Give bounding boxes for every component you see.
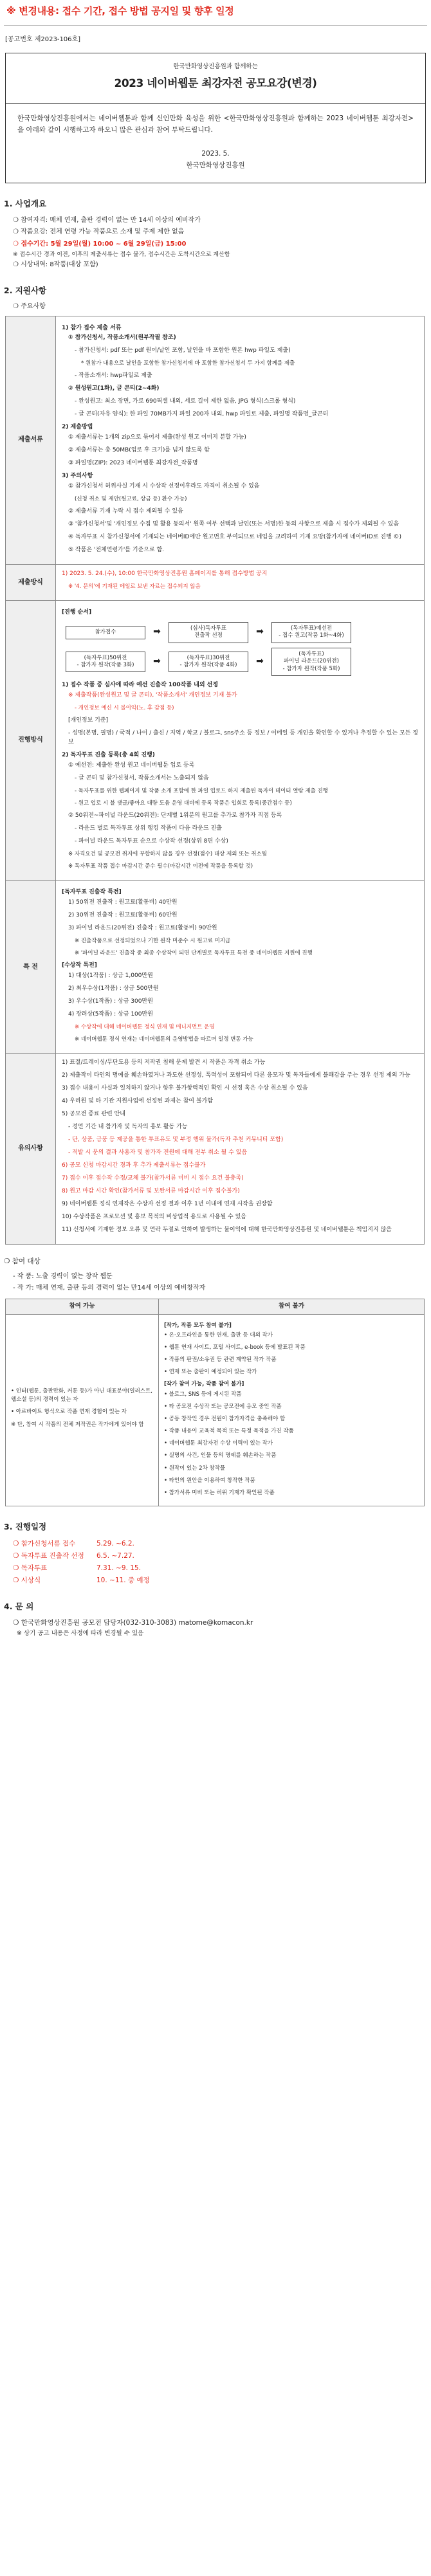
title-box — [5, 53, 426, 104]
intro-date: 2023. 5. — [201, 149, 230, 158]
flow-step: (심사)독자투표 진출작 선정 — [169, 622, 248, 643]
row-label-notes: 유의사항 — [6, 1054, 56, 1244]
text-line: - 적발 시 문의 결과 사용자 및 참가자 전원에 대해 전부 취소 될 수 있음 — [68, 1149, 248, 1156]
text-line: • 연재 또는 출판이 예정되어 있는 작가 — [164, 1369, 257, 1376]
schedule-date: 5.29. ~6.2. — [96, 1539, 134, 1548]
text-line: ③ '참가신청서'및 '개인정보 수집 및 활용 동의서' 원쪽 여부 선택과 날인(또는 서명)한 동의 사항으로 제출 시 접수가 제외될 수 있음 — [68, 520, 399, 527]
text-line: ※ 네이버웹툰 정식 연재는 네이버웹툰의 운영방법을 따르며 일정 변동 가능 — [75, 1036, 253, 1043]
overview-eligibility: ❍ 참여자격: 매체 연재, 출판 경력이 없는 만 14세 이상의 예비작가 — [13, 216, 201, 224]
text-line: ② 제출서류 기재 누락 시 접수 제외될 수 있음 — [68, 508, 183, 515]
text-line: - 경연 기간 내 참가자 및 독자의 홍보 활동 가능 — [68, 1124, 188, 1131]
method-list — [62, 570, 418, 591]
text-line: ① 참가신청서 허위사실 기재 시 수상작 선정이후라도 자격이 취소될 수 있음 — [68, 482, 260, 489]
flow-row-1 — [66, 622, 418, 643]
announcement-number: [공고번호 제2023-106호] — [5, 36, 81, 44]
flow-step: 참가접수 — [66, 626, 145, 639]
text-line: 2) 30위전 진출작 : 원고료(활동비) 60만원 — [68, 912, 178, 919]
schedule-row — [13, 1563, 427, 1573]
overview-guidelines: ❍ 작품요강: 전체 연령 가능 작품으로 소재 및 주제 제한 없음 — [13, 228, 185, 236]
eligibility-heading: ❍ 참여 대상 — [4, 1257, 41, 1265]
method-cell — [56, 564, 425, 600]
flow-row-2 — [66, 648, 418, 676]
support-subtitle: ❍ 주요사항 — [13, 303, 46, 310]
text-line: 4) 장려상(5작품) : 상금 100만원 — [68, 1011, 153, 1018]
text-line: - 라운드 별로 독자투표 상위 랭킹 작품이 다음 라운드 진출 — [75, 825, 222, 832]
text-line: 2) 독자투표 진출 등록(총 4회 진행) — [62, 752, 155, 759]
process-cell — [56, 600, 425, 880]
text-line: • 실명의 사건, 인물 등의 명예를 훼손하는 작품 — [164, 1452, 277, 1459]
text-line: - 글 콘티(자유 양식): 한 파일 70MB가지 파일 200자 내외, hwp 파일로 제출, 파일명 작품명_글콘티 — [75, 411, 329, 418]
allowed-item: ※ 단, 참여 시 작품의 전체 저작권은 작가에게 있어야 함 — [11, 1421, 144, 1428]
text-line: 2) 최우수상(1작품) : 상금 500만원 — [68, 985, 159, 992]
schedule-row — [13, 1551, 427, 1561]
text-line: 3) 우수상(1작품) : 상금 300만원 — [68, 998, 153, 1005]
text-line: ※ 독자투표 작품 접수 마감시간 준수 필수(마감시간 이전에 작품을 등록할 것) — [68, 863, 253, 870]
flow-step: (독자투표)50위전 - 참가자 원작(작품 3화) — [66, 652, 145, 673]
section-contact-title: 4. 문 의 — [4, 1601, 34, 1611]
intro-org: 한국만화영상진흥원 — [186, 161, 245, 169]
page-title: 2023 네이버웹툰 최강자전 공모요강(변경) — [114, 77, 317, 91]
col-allowed: 참여 가능 — [6, 1299, 159, 1314]
schedule-label: ❍ 독자투표 진출작 선정 — [13, 1551, 84, 1560]
schedule-list — [13, 1539, 427, 1586]
not-allowed-list — [164, 1322, 419, 1498]
schedule-label: ❍ 참가신청서류 접수 — [13, 1539, 76, 1548]
text-line: ※ 수상작에 대해 네이버웹툰 정식 연재 및 매니지먼트 운영 — [75, 1024, 215, 1031]
text-line: ② 원성원고(1화), 글 콘티(2~4화) — [68, 385, 160, 392]
process-list — [62, 681, 418, 871]
row-label-method: 제출방식 — [6, 564, 56, 600]
text-line: 3) 접수 내용이 사실과 일치하지 않거나 향후 불가항력적인 확인 시 선정 혹은 수상 취소될 수 있음 — [62, 1085, 308, 1092]
text-line: - 독자투표를 위한 웹페이지 및 작품 소개 포함에 한 파일 업로드 하지 제출된 독자이 데이터 열람 제출 진행 — [75, 787, 328, 794]
text-line: [수상작 특전] — [62, 962, 97, 969]
overview-prize: ❍ 시상내역: 8작품(대상 포함) — [13, 261, 98, 269]
text-line: - 파이널 라운드 독자투표 순으로 수상작 선정(상위 8편 수상) — [75, 838, 228, 845]
text-line: • 타 공모전 수상작 또는 공모전에 응모 중인 작품 — [164, 1403, 282, 1410]
overview-period: ❍ 접수기간: 5월 29일(월) 10:00 ~ 6월 29일(금) 15:00 — [13, 240, 187, 248]
flow-step: (독자투표)예선전 - 접수 원고(작품 1화~4화) — [271, 622, 351, 643]
text-line: 11) 신청서에 기재한 정보 오류 및 연락 두절로 인하여 발생하는 불이익에 대해 한국만화영상진흥원 및 네이버웹툰은 책임지지 않음 — [62, 1226, 392, 1233]
section-support-title: 2. 지원사항 — [4, 285, 47, 295]
text-line: 3) 파이널 라운드(20위전) 진출작 : 원고료(활동비) 90만원 — [68, 925, 217, 932]
benefits-cell — [56, 881, 425, 1054]
text-line: 1) 50위전 진출작 : 원고료(활동비) 40만원 — [68, 899, 178, 906]
text-line: - 참가신청서: pdf 또는 pdf 원어/날인 포함, 날인을 바 포함한 원본 hwp 파일도 제출) — [75, 347, 291, 354]
text-line: 2) 제출작이 타인의 명예를 훼손하였거나 과도한 선정성, 폭력성이 포함되어 다른 응모자 및 독자들에게 불쾌감을 주는 경우 선정 제외 가능 — [62, 1072, 410, 1079]
contact-line: ❍ 한국만화영상진흥원 공모전 담당자(032-310-3083) matome@komacon.kr — [13, 1618, 253, 1627]
schedule-date: 7.31. ~9. 15. — [96, 1564, 141, 1573]
contact-note: ※ 상기 공고 내용은 사정에 따라 변경될 수 있음 — [17, 1630, 144, 1638]
text-line: 8) 원고 마감 시간 확인(참가서류 및 보완서류 마감시간 이후 접수불가) — [62, 1187, 240, 1194]
arrow-right-icon: ➡ — [256, 626, 264, 637]
text-line: * 원참가 내용으로 날인을 포함한 참가신청서에 바 포함한 참가신청서 두 가지 함께를 제출 — [81, 360, 295, 367]
eligibility-work: - 작 품: 노출 경력이 없는 창작 웹툰 — [13, 1272, 113, 1280]
text-line: • 참가서류 미비 또는 허위 기재가 확인된 작품 — [164, 1489, 275, 1496]
overview-period-note: ※ 접수시간 경과 이전, 이후의 제출서류는 접수 불가, 접수시간은 도착시간으로 계산함 — [13, 251, 230, 259]
text-line: ※ 진출작품으로 선정되었으나 기한 원작 미준수 시 원고료 미지급 — [75, 938, 231, 945]
text-line: 10) 수상작품은 프로모션 및 홍보 목적의 비상업적 용도로 사용될 수 있음 — [62, 1213, 247, 1220]
eligibility-table — [5, 1299, 425, 1506]
text-line: ※ '파이널 라운드' 진출작 중 최종 수상작이 되면 단계별로 독자투표 특전 중 네이버웹툰 지원에 진행 — [75, 950, 313, 957]
arrow-right-icon: ➡ — [256, 656, 264, 667]
text-line: - 작품소개서: hwp파일로 제출 — [75, 372, 152, 379]
text-line: 1) 참가 접수 제출 서류 — [62, 324, 122, 331]
schedule-date: 10. ~11. 중 예정 — [96, 1576, 150, 1585]
text-line: ① 제출서류는 1개의 zip으로 묶어서 제출(완성 원고 이미지 분할 가능) — [68, 434, 246, 441]
text-line: - 성명(본명, 필명) / 국적 / 나이 / 출신 / 지역 / 학교 / 블로그, sns주소 등 정보 / 이메일 등 개인을 확인할 수 있거나 추정할 수 있는 모든 정보 — [68, 730, 418, 746]
text-line: 1) 대상(1작품) : 상금 1,000만원 — [68, 973, 153, 980]
allowed-list — [11, 1387, 153, 1429]
row-label-documents: 제출서류 — [6, 316, 56, 564]
text-line: • 공동 창작인 경우 전원이 참가자격을 충족해야 함 — [164, 1415, 286, 1422]
benefits-list — [62, 888, 418, 1044]
text-line: 3) 주의사항 — [62, 472, 93, 479]
text-line: [개인정보 기준] — [68, 717, 109, 724]
row-label-benefits: 특 전 — [6, 881, 56, 1054]
text-line: ② 제출서류는 총 50MB(업로 후 크기)를 넘지 않도록 함 — [68, 447, 210, 454]
arrow-right-icon: ➡ — [153, 626, 161, 637]
text-line: • 온·오프라인을 통한 연재, 출판 등 대외 작가 — [164, 1331, 273, 1338]
text-line: ※ 제출작품(완성원고 및 글 콘티), '작품소개서' 개인정보 기재 불가 — [68, 692, 237, 699]
text-line: ④ 독자투표 시 참가신청서에 기재되는 네이버ID에만 원고번호 부여되므로 네임을 교려하여 기재 요망(참가자에 네이버ID로 진행 ©) — [68, 533, 402, 540]
change-notice: ※ 변경내용: 접수 기간, 접수 방법 공지일 및 향후 일정 — [6, 5, 234, 17]
text-line: - 단, 상품, 금품 등 제공을 통한 투표유도 및 부정 행위 불가(독자 추천 커뮤니티 포함) — [68, 1137, 284, 1144]
notes-list — [62, 1059, 418, 1234]
intro-box — [5, 104, 426, 184]
text-line: 1) 접수 작품 중 심사에 따라 예선 진출작 100작품 내외 선정 — [62, 682, 219, 689]
title-sub: 한국만화영상진흥원과 함께하는 — [173, 62, 258, 70]
text-line: • 작품 내용이 교육적 목적 또는 특정 목적을 가진 작품 — [164, 1428, 294, 1435]
text-line: ② 50위전~파이널 라운드(20위전): 단계별 1위분의 원고를 추가로 참가자 직접 등록 — [68, 812, 282, 819]
text-line: 7) 접수 이후 접수작 수정/교체 불가(참가서류 미비 시 접수 요건 불충족) — [62, 1174, 244, 1182]
intro-text: 한국만화영상진흥원에서는 네이버웹툰과 함께 신인만화 육성을 위한 <한국만화영상진흥원과 함께하는 2023 네이버웹툰 최강자전> 을 아래와 같이 시행하고자 하오니 많은 관심과 참여 부탁드립니다. — [17, 114, 414, 134]
text-line: ※ '4. 문의'에 기재된 메일로 보낸 자료는 접수되지 않음 — [68, 583, 201, 590]
text-line: - 개인정보 예신 시 불이익(노. 후 감점 등) — [75, 705, 174, 712]
text-line: - 완성원고: 최소 장면, 가로 690픽셀 내외, 세로 길이 제한 없음, JPG 형식(스크롤 형식) — [75, 398, 296, 405]
not-allowed-cell — [159, 1314, 425, 1506]
text-line: • 네이버웹툰 최강자전 수상 이력이 있는 작가 — [164, 1440, 273, 1447]
eligibility-author: - 작 가: 매체 연재, 출판 등의 경력이 없는 만14세 이상의 예비창작자 — [13, 1284, 206, 1292]
documents-list — [62, 324, 418, 555]
text-line: ※ 자격요건 및 공모전 취지에 부합하지 않을 경우 선정(점수) 대상 제외 또는 취소됨 — [68, 851, 267, 857]
text-line: 1) 2023. 5. 24.(수), 10:00 한국만화영상진흥원 홈페이지를 통해 접수방법 공지 — [62, 570, 268, 577]
col-not-allowed: 참여 불가 — [159, 1299, 425, 1314]
text-line: 4) 우리원 및 타 기관 지원사업에 선정된 과제는 참여 불가함 — [62, 1098, 213, 1105]
contact-block — [4, 1618, 427, 1639]
text-line: • 블로그, SNS 등에 게시된 작품 — [164, 1391, 242, 1398]
schedule-label: ❍ 시상식 — [13, 1576, 41, 1585]
text-line: - 원고 업로 시 블 댓글/좋아요 대량 도움 운영 대비에 등록 작품은 입회로 등록(중간점수 등) — [75, 800, 292, 807]
allowed-cell — [6, 1314, 159, 1506]
text-line: • 타인의 원안을 이용하여 창작한 작품 — [164, 1477, 255, 1484]
row-label-process: 진행방식 — [6, 600, 56, 880]
support-table — [5, 316, 425, 1245]
text-line: ⑤ 작품은 '전체연령가'를 기준으로 함. — [68, 546, 165, 553]
text-line: 6) 공모 신청 마감시간 경과 후 추가 제출서류는 접수불가 — [62, 1162, 206, 1169]
text-line: • 웹툰 연재 사이트, 포털 사이트, e-book 등에 발표된 작품 — [164, 1344, 306, 1351]
text-line: 1) 표절/트레이싱/무단도용 등의 저작권 침해 문제 발견 시 작품은 자격 취소 가능 — [62, 1059, 266, 1066]
text-line: 9) 네이버웹툰 정식 연재작은 수상자 선정 결과 이후 1년 이내에 연재 시작을 권장함 — [62, 1200, 273, 1207]
schedule-row — [13, 1539, 427, 1549]
divider — [4, 25, 427, 26]
text-line: - 글 콘티 및 참가신청서, 작품소개서는 노출되지 않음 — [75, 774, 209, 781]
text-line: ① 참가신청서, 작품소개서(원부작필 참조) — [68, 334, 176, 342]
notes-cell — [56, 1054, 425, 1244]
text-line: 5) 공모전 종료 관련 안내 — [62, 1111, 125, 1118]
text-line: [독자투표 진출작 특전] — [62, 889, 122, 896]
section-overview-title: 1. 사업개요 — [4, 199, 47, 209]
text-line: (신청 취소 및 제안(원고료, 상금 등) 환수 가능) — [75, 495, 187, 502]
text-line: 2) 제출방법 — [62, 424, 93, 431]
text-line: ③ 파일명(ZIP): 2023 네이버웹툰 최강자전_작품명 — [68, 460, 198, 467]
documents-cell — [56, 316, 425, 564]
flow-step: (독자투표)30위전 - 참가자 원작(작품 4화) — [169, 652, 248, 673]
flow-step: (독자투표) 파이널 라운드(20위전) - 참가자 원작(작품 5화) — [271, 648, 351, 676]
flow-heading: [진행 순서] — [62, 608, 92, 616]
section-schedule-title: 3. 진행일정 — [4, 1522, 47, 1532]
allowed-item: • 아르바이트 형식으로 작품 연재 경험이 있는 자 — [11, 1409, 127, 1416]
text-line: ① 예선전: 제출한 완성 원고 네이버웹툰 업로 등록 — [68, 762, 195, 769]
schedule-date: 6.5. ~7.27. — [96, 1551, 134, 1560]
text-line: • 작품의 판권/소유권 등 관련 계약된 작가 작품 — [164, 1357, 277, 1364]
text-line: • 원작이 있는 2차 창작물 — [164, 1465, 226, 1472]
text-line: [작가, 작품 모두 참여 불가] — [164, 1322, 232, 1329]
arrow-right-icon: ➡ — [153, 656, 161, 667]
eligibility-table-wrap — [5, 1299, 427, 1506]
schedule-row — [13, 1575, 427, 1585]
allowed-item: • 인터(웹툰, 출판만화, 커툰 등)가 아닌 대표분야(일러스트, 웹소설 등)의 경력이 있는 자 — [11, 1388, 152, 1403]
schedule-label: ❍ 독자투표 — [13, 1564, 48, 1573]
text-line: [작가 참여 가능, 작품 참여 불가] — [164, 1381, 244, 1388]
